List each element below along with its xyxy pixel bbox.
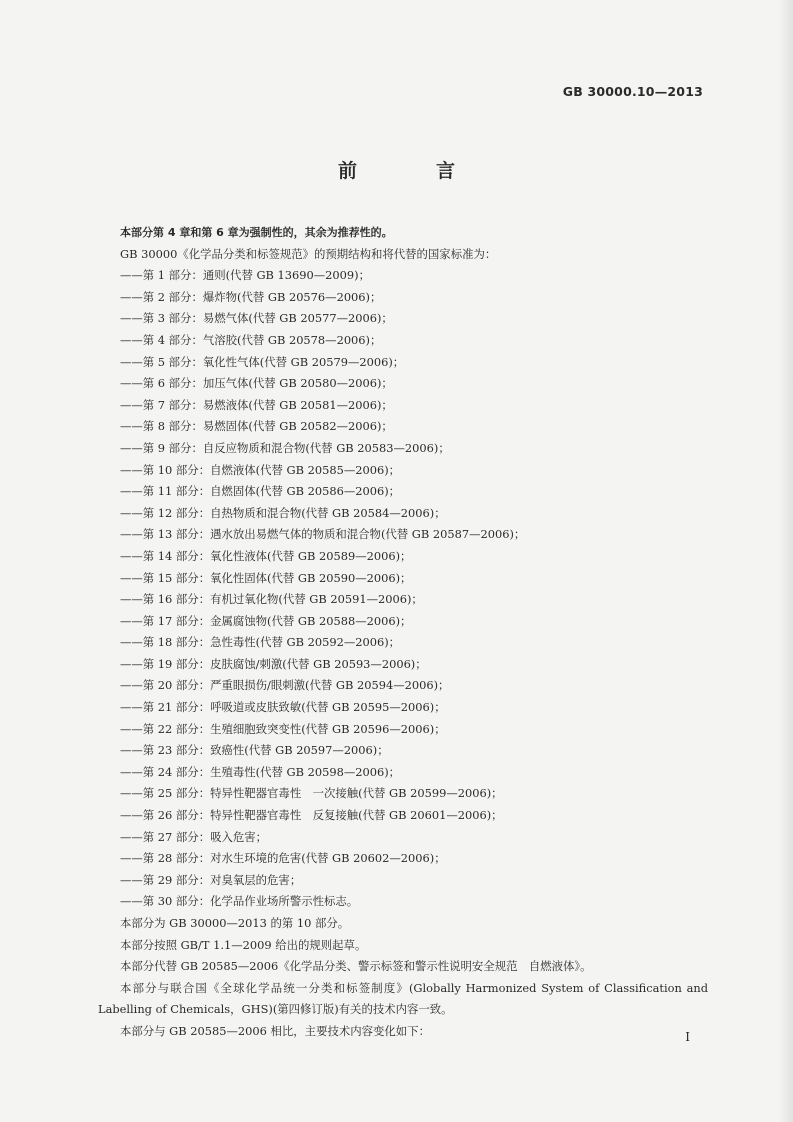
list-item: ——第 30 部分：化学品作业场所警示性标志。 (120, 894, 359, 909)
list-item: ——第 1 部分：通则(代替 GB 13690—2009)； (120, 268, 370, 283)
list-item: ——第 8 部分：易燃固体(代替 GB 20582—2006)； (120, 419, 393, 434)
paragraph-structure-intro: GB 30000《化学品分类和标签规范》的预期结构和将代替的国家标准为： (120, 246, 497, 261)
list-item: ——第 15 部分：氧化性固体(代替 GB 20590—2006)； (120, 570, 412, 585)
list-item: ——第 18 部分：急性毒性(代替 GB 20592—2006)； (120, 635, 401, 650)
list-item: ——第 24 部分：生殖毒性(代替 GB 20598—2006)； (120, 764, 401, 779)
list-item: ——第 21 部分：呼吸道或皮肤致敏(代替 GB 20595—2006)； (120, 700, 446, 715)
list-item: ——第 23 部分：致癌性(代替 GB 20597—2006)； (120, 743, 389, 758)
paragraph-part-number: 本部分为 GB 30000—2013 的第 10 部分。 (120, 916, 350, 930)
page-number: I (685, 1030, 690, 1044)
list-item: ——第 26 部分：特异性靶器官毒性 反复接触(代替 GB 20601—2006)； (120, 808, 503, 823)
list-item: ——第 7 部分：易燃液体(代替 GB 20581—2006)； (120, 397, 393, 412)
paragraph-mandatory-note: 本部分第 4 章和第 6 章为强制性的，其余为推荐性的。 (120, 226, 393, 239)
document-body (98, 222, 708, 1043)
list-item: ——第 27 部分：吸入危害； (120, 829, 268, 844)
list-item: ——第 11 部分：自燃固体(代替 GB 20586—2006)； (120, 484, 401, 499)
parts-list (98, 265, 708, 913)
paragraph-changes-intro: 本部分与 GB 20585—2006 相比，主要技术内容变化如下： (120, 1023, 430, 1038)
list-item: ——第 20 部分：严重眼损伤/眼刺激(代替 GB 20594—2006)； (120, 678, 450, 693)
list-item: ——第 22 部分：生殖细胞致突变性(代替 GB 20596—2006)； (120, 721, 446, 736)
list-item: ——第 6 部分：加压气体(代替 GB 20580—2006)； (120, 376, 393, 391)
list-item: ——第 2 部分：爆炸物(代替 GB 20576—2006)； (120, 289, 382, 304)
page-title: 前 言 (337, 160, 485, 182)
standard-code: GB 30000.10—2013 (562, 84, 703, 99)
paragraph-replaces: 本部分代替 GB 20585—2006《化学品分类、警示标签和警示性说明安全规范 自燃液体》。 (120, 959, 592, 974)
list-item: ——第 4 部分：气溶胶(代替 GB 20578—2006)； (120, 332, 382, 347)
list-item: ——第 5 部分：氧化性气体(代替 GB 20579—2006)； (120, 354, 405, 369)
list-item: ——第 25 部分：特异性靶器官毒性 一次接触(代替 GB 20599—2006)； (120, 786, 503, 801)
list-item: ——第 3 部分：易燃气体(代替 GB 20577—2006)； (120, 311, 393, 326)
list-item: ——第 19 部分：皮肤腐蚀/刺激(代替 GB 20593—2006)； (120, 656, 427, 671)
paragraph-ghs-consistency: 本部分与联合国《全球化学品统一分类和标签制度》(Globally Harmonized System of Classification and Labelling of Chemicals，GHS)(第四修订版)有关的技术内容一致。 (98, 980, 708, 1017)
list-item: ——第 17 部分：金属腐蚀物(代替 GB 20588—2006)； (120, 613, 412, 628)
list-item: ——第 9 部分：自反应物质和混合物(代替 GB 20583—2006)； (120, 440, 450, 455)
list-item: ——第 29 部分：对臭氧层的危害； (120, 872, 302, 887)
paragraph-drafting-rules: 本部分按照 GB/T 1.1—2009 给出的规则起草。 (120, 937, 367, 952)
list-item: ——第 14 部分：氧化性液体(代替 GB 20589—2006)； (120, 548, 412, 563)
list-item: ——第 13 部分：遇水放出易燃气体的物质和混合物(代替 GB 20587—2006)； (120, 527, 526, 542)
list-item: ——第 10 部分：自燃液体(代替 GB 20585—2006)； (120, 462, 401, 477)
list-item: ——第 16 部分：有机过氧化物(代替 GB 20591—2006)； (120, 592, 423, 607)
list-item: ——第 28 部分：对水生环境的危害(代替 GB 20602—2006)； (120, 851, 446, 866)
list-item: ——第 12 部分：自热物质和混合物(代替 GB 20584—2006)； (120, 505, 446, 520)
